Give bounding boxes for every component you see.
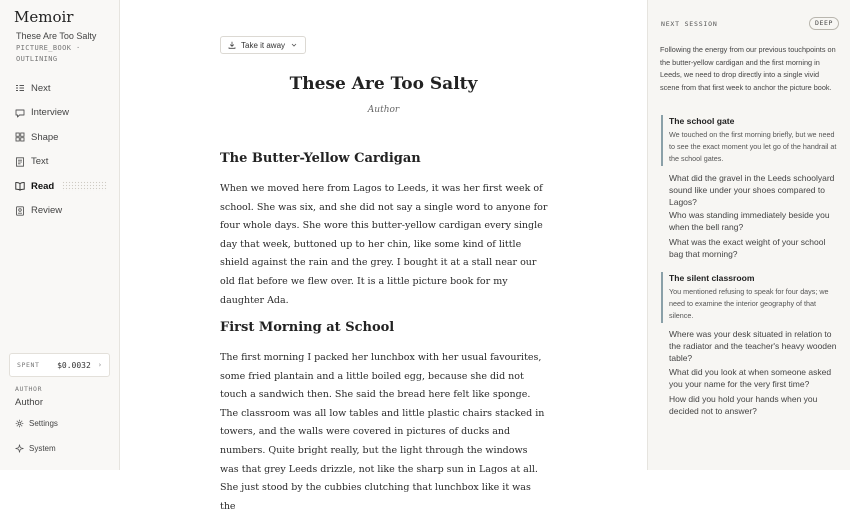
question-item[interactable]: Who was standing immediately beside you when the bell rang? (669, 210, 830, 232)
panel-heading: NEXT SESSION (661, 20, 718, 28)
section-heading: The Butter-Yellow Cardigan (220, 151, 421, 166)
active-indicator (62, 181, 107, 191)
sparkle-icon (15, 444, 24, 453)
app-brand[interactable]: Memoir (14, 8, 74, 26)
section-body: The first morning I packed her lunchbox with her usual favourites, some fried plantain and a little boiled egg, because she did not touch a sandwich then. She said the bread here felt like sponge. The classroom was all low tables and little plastic chairs stacked in towers, and the walls were covered in pictures of ducks and numbers. Quite bright really, but the light through the windows was that grey Leeds drizzle, not like the sharp sun in Lagos at all. She just stood by the cubbies clutching that lunchbox like it was the (220, 352, 545, 512)
sidebar (0, 0, 120, 470)
topic-title: The school gate (669, 116, 735, 126)
chevron-right-icon: › (97, 361, 102, 369)
sidebar-item-label: Read (31, 180, 55, 192)
review-icon (15, 206, 25, 216)
gear-icon (15, 419, 24, 428)
section-heading: First Morning at School (220, 320, 395, 335)
topic-description: We touched on the first morning briefly, but we need to see the exact moment you let go of the handrail at the school gates. (669, 130, 837, 164)
topic-description: You mentioned refusing to speak for four days; we need to examine the interior geography of that silence. (669, 287, 829, 321)
document-author: Author (367, 105, 400, 115)
question-item[interactable]: What was the exact weight of your school bag that morning? (669, 237, 826, 259)
depth-badge: DEEP (809, 17, 839, 30)
sidebar-item-label: Interview (31, 107, 70, 119)
author-label: AUTHOR (15, 385, 43, 393)
take-it-away-label: Take it away (241, 40, 286, 50)
sidebar-item-review[interactable] (9, 201, 109, 221)
interview-icon (15, 108, 25, 118)
spent-label: SPENT (17, 361, 40, 369)
spent-value: $0.0032 (57, 360, 91, 370)
question-item[interactable]: How did you hold your hands when you decided not to answer? (669, 394, 818, 416)
question-item[interactable]: What did the gravel in the Leeds schoolyard sound like under your shoes compared to Lagos? (669, 173, 835, 207)
settings-label: Settings (29, 419, 58, 428)
question-item[interactable]: Where was your desk situated in relation to the radiator and the teacher's heavy wooden table? (669, 329, 837, 363)
sidebar-item-label: Review (31, 205, 63, 217)
sidebar-item-label: Next (31, 82, 51, 94)
section-body: When we moved here from Lagos to Leeds, it was her first week of school. She was six, and she did not say a single word to anyone for four whole days. She wore this butter-yellow cardigan every single day that week, buttoned up to her chin, like some kind of little shield against the rain and the grey. I bought it at a stall near our old flat before we flew over. It is a little picture book for my daughter Ada. (220, 183, 548, 306)
book-icon (15, 181, 25, 191)
sidebar-item-label: Text (31, 156, 49, 168)
author-value: Author (15, 397, 43, 408)
sidebar-item-next[interactable] (9, 78, 109, 98)
topic-card (661, 115, 839, 166)
sidebar-item-label: Shape (31, 131, 59, 143)
topic-card (661, 272, 839, 323)
grid-icon (15, 132, 25, 142)
question-item[interactable]: What did you look at when someone asked you your name for the very first time? (669, 367, 832, 389)
download-icon (228, 41, 236, 49)
project-meta: PICTURE_BOOK · OUTLINING (16, 44, 81, 63)
sidebar-item-interview[interactable] (9, 103, 109, 123)
sidebar-item-text[interactable] (9, 152, 109, 172)
take-it-away-button[interactable] (220, 36, 306, 54)
sidebar-item-shape[interactable] (9, 127, 109, 147)
system-label: System (29, 444, 56, 453)
document-title: These Are Too Salty (289, 74, 478, 94)
chevron-down-icon (291, 42, 297, 48)
topic-title: The silent classroom (669, 273, 755, 283)
next-session-panel (647, 0, 850, 470)
panel-intro: Following the energy from our previous touchpoints on the butter-yellow cardigan and the first morning in Leeds, we need to drop directly into a single vivid scene from that first week to anchor the picture book. (660, 45, 836, 92)
spent-counter[interactable] (9, 353, 110, 377)
sidebar-nav (9, 78, 109, 226)
reader-pane (120, 0, 647, 512)
settings-link[interactable] (15, 419, 58, 428)
project-title: These Are Too Salty (16, 31, 97, 41)
system-link[interactable] (15, 444, 56, 453)
document-icon (15, 157, 25, 167)
sidebar-item-read[interactable] (9, 176, 109, 196)
list-icon (15, 83, 25, 93)
